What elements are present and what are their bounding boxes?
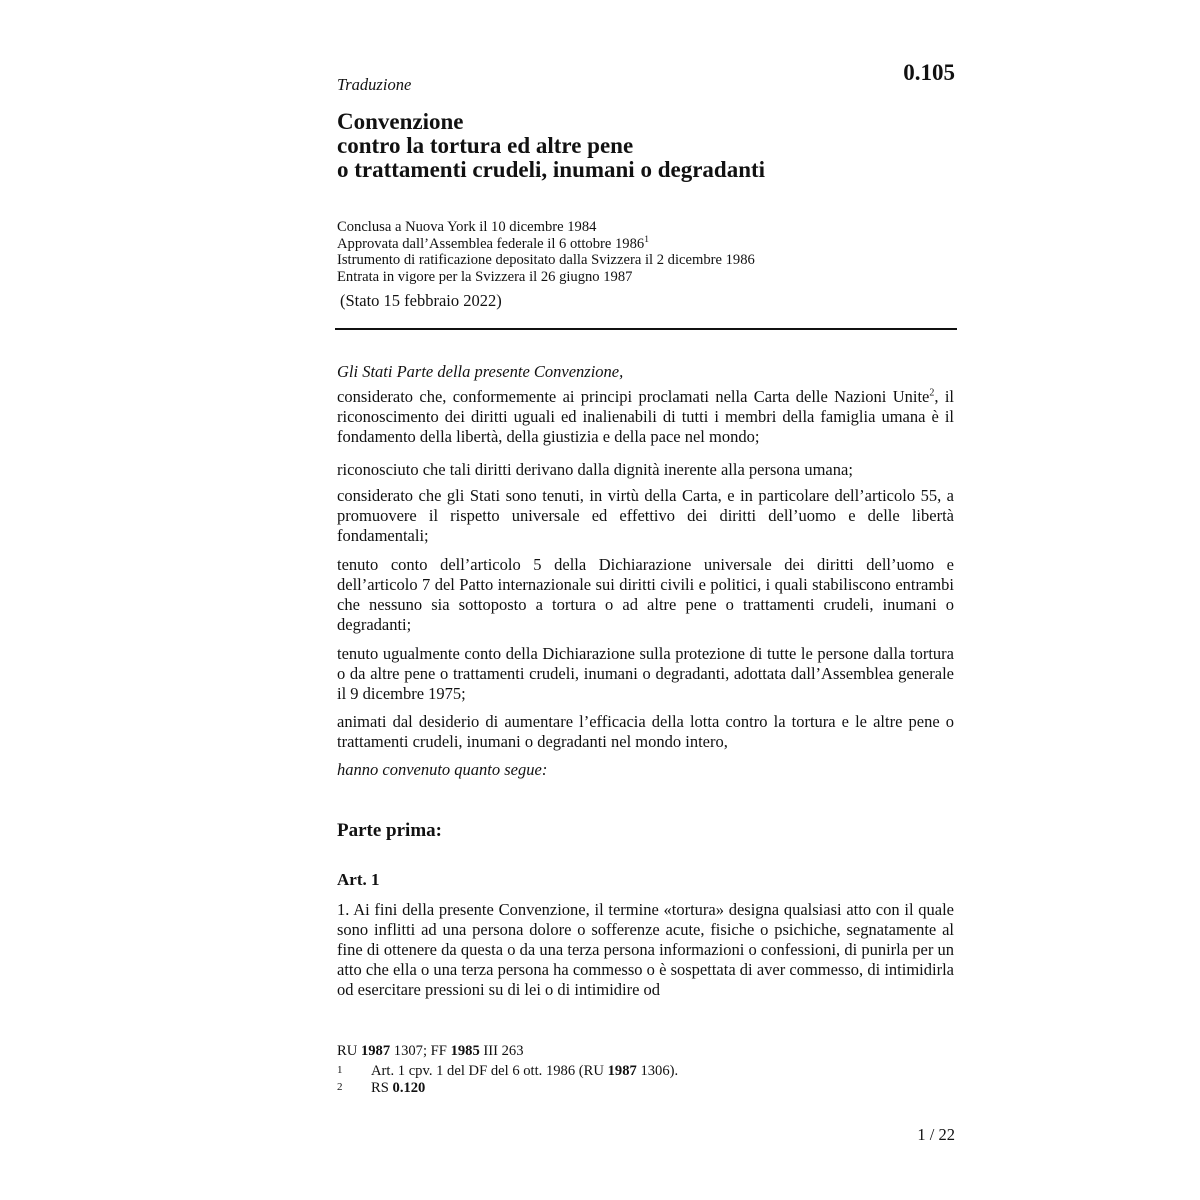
document-title: [337, 110, 765, 182]
approved-line: [337, 236, 755, 253]
source-ru-year: 1987: [360, 1043, 391, 1059]
source-ru-label: RU: [337, 1043, 358, 1059]
document-number: 0.105: [903, 60, 955, 85]
treaty-metadata: [337, 219, 755, 285]
footnote-2-number: 2: [337, 1081, 343, 1093]
source-ff-rest: III 263: [483, 1043, 524, 1059]
part-heading: Parte prima:: [337, 820, 442, 841]
preamble-paragraph-4: tenuto conto dell’articolo 5 della Dichiarazione universale dei diritti dell’uomo e dell’articolo 7 del Patto internazionale sui diritti civili e politici, i quali stabiliscono entrambi che nessuno sia sottoposto a tortura o ad altre pene o trattamenti crudeli, inumani o degradanti;: [337, 555, 954, 634]
ratification-line: Istrumento di ratificazione depositato dalla Svizzera il 2 dicembre 1986: [337, 252, 755, 268]
status-date: (Stato 15 febbraio 2022): [340, 291, 502, 310]
preamble-p1-part-b: , il riconoscimento dei diritti uguali ed inalienabili di tutti i membri della famiglia umana è il fondamento della libertà, della giustizia e della pace nel mondo;: [337, 387, 954, 446]
preamble-paragraph-1: [337, 387, 954, 447]
source-ru-page: 1307; FF: [393, 1043, 447, 1059]
preamble-intro: Gli Stati Parte della presente Convenzione,: [337, 362, 624, 381]
footnote-1-text-a: Art. 1 cpv. 1 del DF del 6 ott. 1986 (RU: [371, 1063, 604, 1079]
title-line-3: o trattamenti crudeli, inumani o degradanti: [337, 157, 766, 182]
footnote-ref-2[interactable]: 2: [929, 387, 935, 399]
footnote-1-number: 1: [337, 1064, 343, 1076]
source-ff-year: 1985: [450, 1043, 480, 1059]
preamble-paragraph-6: animati dal desiderio di aumentare l’efficacia della lotta contro la tortura e le altre pene o trattamenti crudeli, inumani o degradanti nel mondo intero,: [337, 712, 954, 751]
footnote-1-text-b: 1306).: [640, 1063, 679, 1079]
page-counter: 1 / 22: [917, 1125, 955, 1144]
article-1-text: 1. Ai fini della presente Convenzione, il termine «tortura» designa qualsiasi atto con il quale sono inflitti ad una persona dolore o sofferenze acute, fisiche o psichiche, segnatamente al fine di ottenere da questa o da una terza persona informazioni o confessioni, di punirla per un atto che ella o una terza persona ha commesso o è sospettata di aver commesso, di intimidirla od esercitare pressioni su di lei o di intimidire od: [337, 900, 954, 999]
footnote-ref-1[interactable]: 1: [644, 234, 649, 245]
header-divider: [335, 328, 957, 330]
in-force-line: Entrata in vigore per la Svizzera il 26 giugno 1987: [337, 268, 633, 285]
footnote-2-text: RS: [371, 1080, 389, 1096]
preamble-p1-part-a: considerato che, conformemente ai principi proclamati nella Carta delle Nazioni Unite: [337, 387, 930, 406]
concluded-line: Conclusa a Nuova York il 10 dicembre 1984: [337, 219, 597, 235]
title-line-1: Convenzione: [337, 109, 464, 134]
preamble-paragraph-2: riconosciuto che tali diritti derivano dalla dignità inerente alla persona umana;: [337, 460, 853, 479]
footnote-2-bold[interactable]: 0.120: [392, 1080, 426, 1096]
footnote-1: [337, 1063, 678, 1079]
translation-label: Traduzione: [337, 75, 412, 94]
preamble-paragraph-3: considerato che gli Stati sono tenuti, in virtù della Carta, e in particolare dell’articolo 55, a promuovere il rispetto universale ed effettivo dei diritti dell’uomo e delle libertà fondamentali;: [337, 486, 954, 545]
preamble-conclusion: hanno convenuto quanto segue:: [337, 760, 548, 779]
source-reference: [337, 1043, 524, 1060]
preamble-paragraph-5: tenuto ugualmente conto della Dichiarazione sulla protezione di tutte le persone dalla tortura o da altre pene o trattamenti crudeli, inumani o degradanti, adottata dall’Assemblea generale il 9 dicembre 1975;: [337, 644, 954, 703]
title-line-2: contro la tortura ed altre pene: [337, 133, 634, 158]
footnote-1-year: 1987: [607, 1063, 637, 1079]
footnote-2: [337, 1080, 425, 1096]
approved-text: Approvata dall’Assemblea federale il 6 ottobre 1986: [337, 235, 645, 252]
article-heading: Art. 1: [337, 870, 380, 889]
